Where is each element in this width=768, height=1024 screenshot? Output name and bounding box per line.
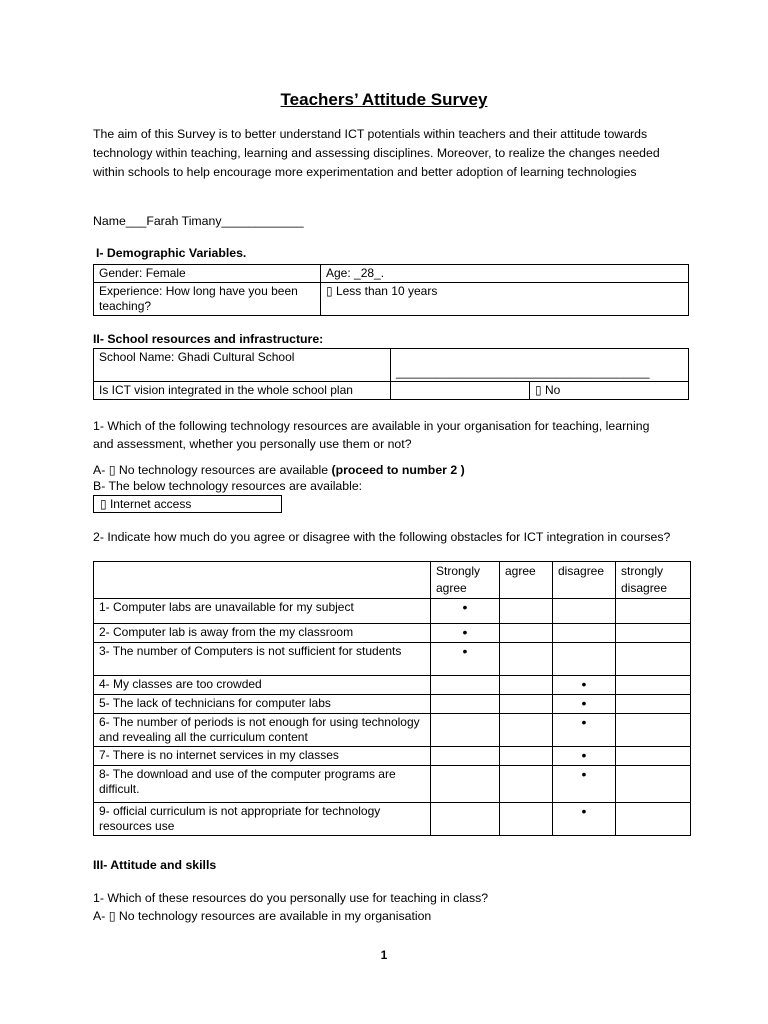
obstacle-label: 7- There is no internet services in my classes xyxy=(99,748,339,762)
obstacle-label: 3- The number of Computers is not sufficient for students xyxy=(99,644,402,658)
section-resources-heading: II- School resources and infrastructure: xyxy=(93,332,324,346)
school-blank-cell xyxy=(391,349,689,382)
obstacle-label: 1- Computer labs are unavailable for my subject xyxy=(99,600,354,614)
table-row xyxy=(94,676,691,695)
ict-vision-cell xyxy=(94,382,391,400)
response-cell xyxy=(553,599,616,624)
response-mark: • xyxy=(462,643,468,659)
response-mark: • xyxy=(462,624,468,640)
response-cell xyxy=(616,643,691,676)
response-mark: • xyxy=(581,803,587,819)
response-cell xyxy=(500,714,553,747)
school-table xyxy=(93,348,689,400)
response-cell xyxy=(431,766,500,803)
response-cell xyxy=(616,747,691,766)
obstacle-label: 5- The lack of technicians for computer labs xyxy=(99,696,331,710)
ict-vision-empty-cell xyxy=(391,382,530,400)
question-1-option-a xyxy=(93,463,465,477)
obstacles-table xyxy=(93,561,691,836)
option-a-note: (proceed to number 2 ) xyxy=(331,463,465,477)
response-cell xyxy=(431,747,500,766)
option-a-text: A- ▯ No technology resources are available xyxy=(93,463,332,477)
obstacle-label-cell xyxy=(94,624,431,643)
school-name: School Name: Ghadi Cultural School xyxy=(99,350,295,364)
col-strongly-agree xyxy=(431,562,500,599)
response-cell xyxy=(616,676,691,695)
question-1-text: 1- Which of the following technology resources are available in your organisation for teaching, learning and assessment, whether you personally use them or not? xyxy=(93,419,650,451)
col-strongly-disagree-label: strongly disagree xyxy=(621,564,668,595)
ict-vision-answer: ▯ No xyxy=(535,383,561,397)
obstacle-label-cell xyxy=(94,803,431,836)
obstacle-label-cell xyxy=(94,599,431,624)
experience-value: ▯ Less than 10 years xyxy=(326,284,438,298)
response-cell xyxy=(500,643,553,676)
school-blank-line: ______________________________________ xyxy=(396,365,650,379)
ict-vision-answer-cell xyxy=(530,382,689,400)
page-title: Teachers’ Attitude Survey xyxy=(280,90,488,109)
response-mark: • xyxy=(581,714,587,730)
response-cell xyxy=(431,599,500,624)
response-cell xyxy=(500,803,553,836)
response-cell xyxy=(431,714,500,747)
obstacle-label: 2- Computer lab is away from the my classroom xyxy=(99,625,354,639)
obstacle-label: 8- The download and use of the computer programs are difficult. xyxy=(99,767,396,796)
response-cell xyxy=(553,624,616,643)
response-cell xyxy=(553,803,616,836)
table-row xyxy=(94,695,691,714)
demographic-table xyxy=(93,264,689,316)
response-mark: • xyxy=(581,676,587,692)
col-strongly-disagree xyxy=(616,562,691,599)
response-cell xyxy=(431,676,500,695)
age-cell xyxy=(321,265,689,283)
section3-question-1: 1- Which of these resources do you personally use for teaching in class? xyxy=(93,891,489,905)
gender-value: Gender: Female xyxy=(99,266,186,280)
response-cell xyxy=(553,643,616,676)
response-cell xyxy=(431,624,500,643)
table-row xyxy=(94,624,691,643)
response-cell xyxy=(616,599,691,624)
obstacle-label-cell xyxy=(94,747,431,766)
table-row xyxy=(94,643,691,676)
obstacle-label: 9- official curriculum is not appropriate for technology resources use xyxy=(99,804,381,833)
table-row xyxy=(94,599,691,624)
response-cell xyxy=(431,695,500,714)
obstacle-label-cell xyxy=(94,676,431,695)
name-line: Name___Farah Timany____________ xyxy=(93,214,304,228)
experience-label-cell xyxy=(94,283,321,316)
obstacle-label-cell xyxy=(94,695,431,714)
gender-cell xyxy=(94,265,321,283)
section-demographic-heading: I- Demographic Variables. xyxy=(96,246,247,260)
table-row xyxy=(94,747,691,766)
response-cell xyxy=(500,695,553,714)
response-mark: • xyxy=(581,695,587,711)
experience-label: Experience: How long have you been teaching? xyxy=(99,284,298,313)
response-cell xyxy=(500,747,553,766)
response-cell xyxy=(616,714,691,747)
response-cell xyxy=(553,695,616,714)
obstacle-label-cell xyxy=(94,714,431,747)
response-mark: • xyxy=(462,599,468,615)
response-cell xyxy=(500,599,553,624)
internet-access-label: ▯ Internet access xyxy=(100,497,192,511)
page-number: 1 xyxy=(380,948,388,962)
response-cell xyxy=(500,676,553,695)
obstacle-label: 4- My classes are too crowded xyxy=(99,677,262,691)
col-disagree xyxy=(553,562,616,599)
intro-paragraph: The aim of this Survey is to better understand ICT potentials within teachers and their attitude towards technology within teaching, learning and assessing disciplines. Moreover, to realize the changes needed within schools to help encourage more experimentation and better adoption of learning technologies xyxy=(93,127,660,179)
obstacle-label-cell xyxy=(94,766,431,803)
section-attitude-heading: III- Attitude and skills xyxy=(93,858,217,872)
col-agree xyxy=(500,562,553,599)
response-cell xyxy=(431,803,500,836)
response-cell xyxy=(553,747,616,766)
school-name-cell xyxy=(94,349,391,382)
response-cell xyxy=(500,624,553,643)
ict-vision-label: Is ICT vision integrated in the whole school plan xyxy=(99,383,353,397)
response-cell xyxy=(616,695,691,714)
response-cell xyxy=(616,766,691,803)
response-cell xyxy=(616,624,691,643)
internet-access-box xyxy=(93,495,282,513)
table-row xyxy=(94,714,691,747)
table-row xyxy=(94,766,691,803)
col-agree-label: agree xyxy=(505,564,536,578)
age-value: Age: _28_. xyxy=(326,266,385,280)
experience-value-cell xyxy=(321,283,689,316)
response-cell xyxy=(553,714,616,747)
table-row xyxy=(94,803,691,836)
response-mark: • xyxy=(581,766,587,782)
col-disagree-label: disagree xyxy=(558,564,605,578)
col-strongly-agree-label: Strongly agree xyxy=(436,564,481,595)
obstacle-label: 6- The number of periods is not enough for using technology and revealing all the curriculum content xyxy=(99,715,420,744)
obstacles-header-blank xyxy=(94,562,431,599)
response-cell xyxy=(553,766,616,803)
section3-question-1-option-a: A- ▯ No technology resources are available in my organisation xyxy=(93,909,432,923)
response-mark: • xyxy=(581,747,587,763)
response-cell xyxy=(616,803,691,836)
response-cell xyxy=(500,766,553,803)
obstacle-label-cell xyxy=(94,643,431,676)
question-1-option-b: B- The below technology resources are available: xyxy=(93,479,363,493)
response-cell xyxy=(431,643,500,676)
question-2-text: 2- Indicate how much do you agree or disagree with the following obstacles for ICT integration in courses? xyxy=(93,530,671,544)
response-cell xyxy=(553,676,616,695)
